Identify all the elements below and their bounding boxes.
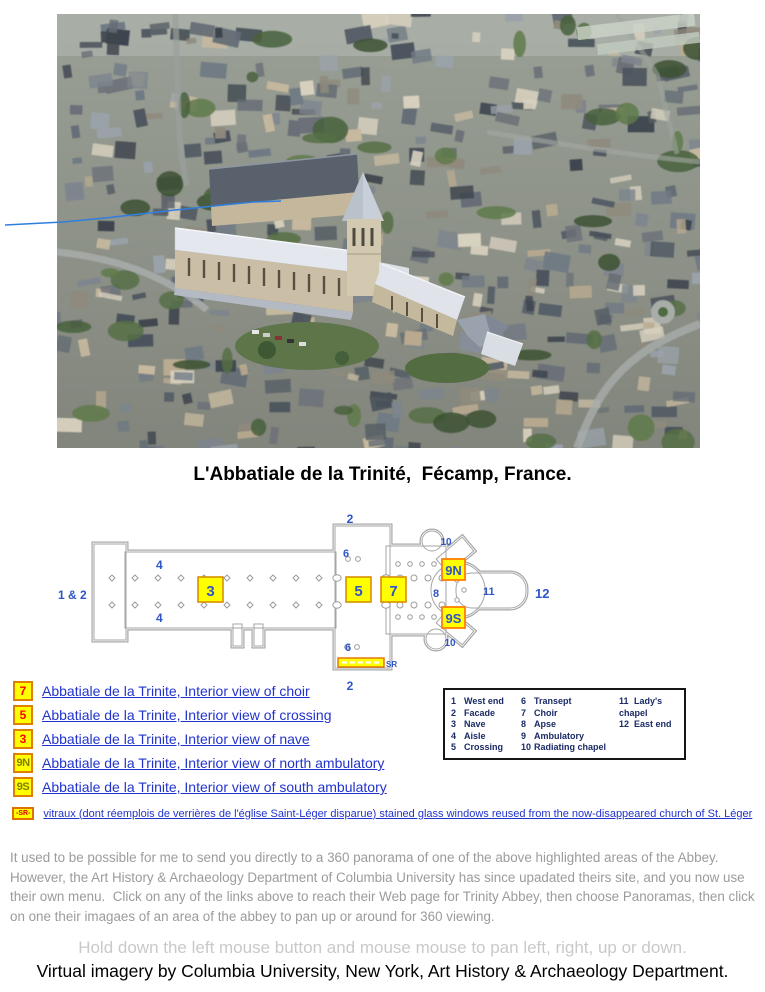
plan-legend	[443, 688, 686, 760]
badge-south-ambulatory: 9S	[13, 777, 33, 797]
svg-text:10: 10	[440, 537, 452, 548]
link-row-nave	[13, 727, 387, 751]
pan-instruction: Hold down the left mouse button and mouse mouse to pan left, right, up or down.	[78, 938, 687, 957]
svg-text:11: 11	[483, 586, 495, 598]
link-choir[interactable]: Abbatiale de la Trinite, Interior view of choir	[42, 683, 310, 699]
floor-plan-diagram	[50, 506, 565, 694]
badge-nave: 3	[13, 729, 33, 749]
badge-crossing: 5	[13, 705, 33, 725]
svg-text:2: 2	[346, 512, 354, 526]
legend-column-2: 6 Transept 7 Choir 8 Apse 9 Ambulatory 10 Radiating chapel	[521, 696, 607, 752]
legend-column-1: 1 West end 2 Facade 3 Nave 4 Aisle 5 Crossing	[451, 696, 504, 752]
svg-text:4: 4	[156, 558, 163, 572]
description-paragraph: It used to be possible for me to send you directly to a 360 panorama of one of the above highlighted areas of the Abbey. However, the Art History & Archaeology Department of Columbia University has since upadated theirs site, and you now use their own menu. Click on any of the links above to reach their Web page for Trinity Abbey, then choose Panoramas, then click on one their imagaes of an area of the abbey to pan up or around for 360 viewing.	[10, 850, 759, 924]
credit-line: Virtual imagery by Columbia University, New York, Art History & Archaeology Department.	[36, 961, 729, 981]
svg-text:6: 6	[345, 642, 352, 654]
link-nave[interactable]: Abbatiale de la Trinite, Interior view of nave	[42, 731, 310, 747]
svg-text:5: 5	[354, 583, 363, 600]
link-row-crossing	[13, 703, 387, 727]
aerial-photo	[57, 14, 700, 448]
svg-text:12: 12	[535, 586, 550, 601]
badge-stained-glass: -SR-	[12, 807, 34, 820]
legend-column-3: 11 Lady's chapel 12 East end	[619, 696, 672, 729]
svg-text:9S: 9S	[445, 611, 462, 626]
link-row-south-ambulatory	[13, 775, 387, 799]
plan-walls	[94, 526, 526, 668]
link-row-choir	[13, 679, 387, 703]
svg-text:8: 8	[433, 588, 440, 600]
svg-text:10: 10	[444, 638, 456, 649]
svg-text:4: 4	[156, 611, 163, 625]
plan-sr-strip	[338, 658, 397, 669]
badge-choir: 7	[13, 681, 33, 701]
svg-text:3: 3	[206, 583, 215, 600]
link-crossing[interactable]: Abbatiale de la Trinite, Interior view of crossing	[42, 707, 332, 723]
stained-glass-row	[12, 807, 752, 820]
badge-north-ambulatory: 9N	[13, 753, 33, 773]
svg-text:9N: 9N	[445, 563, 462, 578]
svg-text:7: 7	[389, 583, 398, 600]
link-north-ambulatory[interactable]: Abbatiale de la Trinite, Interior view of north ambulatory	[42, 755, 385, 771]
svg-text:2: 2	[346, 679, 354, 693]
link-row-north-ambulatory	[13, 751, 387, 775]
svg-text:6: 6	[343, 548, 350, 560]
svg-text:1 & 2: 1 & 2	[58, 588, 87, 602]
page-title: L'Abbatiale de la Trinité, Fécamp, France.	[193, 464, 572, 485]
link-stained-glass[interactable]: vitraux (dont réemplois de verrières de l'église Saint-Léger disparue) stained glass windows reused from the now-disappeared church of St. Léger	[43, 807, 753, 820]
panorama-link-list	[13, 679, 387, 799]
link-south-ambulatory[interactable]: Abbatiale de la Trinite, Interior view of south ambulatory	[42, 779, 387, 795]
svg-text:SR: SR	[386, 660, 398, 669]
